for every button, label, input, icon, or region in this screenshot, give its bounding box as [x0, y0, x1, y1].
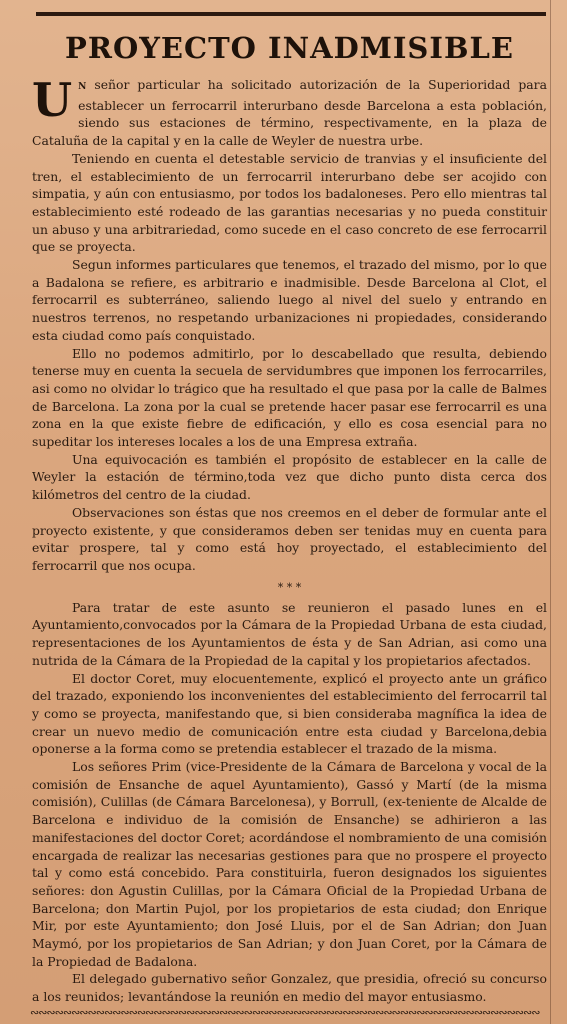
- section-asterism: * * *: [277, 580, 302, 594]
- article-headline: PROYECTO INADMISIBLE: [65, 31, 514, 65]
- drop-cap: U: [32, 73, 73, 127]
- paragraph: Segun informes particulares que tenemos, el trazado del mismo, por lo que a Badalona se refiere, es arbitrario e inadmisible. Desde Barcelona al Clot, el ferrocarril es subterráneo, saliendo luego al nivel del suelo y entrando en nuestros terrenos, no respetando urbanizaciones ni propiedades, considerando esta ciudad como país conquistado.: [32, 257, 547, 343]
- paragraph: El delegado gubernativo señor Gonzalez, que presidia, ofreció su concurso a los reunidos; levantándose la reunión en medio del mayor entusiasmo.: [32, 971, 547, 1005]
- adjacent-column-fragment: [553, 0, 567, 1024]
- article-body: [32, 73, 547, 1006]
- bottom-ornament-rule: ∾∾∾∾∾∾∾∾∾∾∾∾∾∾∾∾∾∾∾∾∾∾∾∾∾∾∾∾∾∾∾∾∾∾∾∾∾∾∾∾∾∾∾∾∾∾∾∾∾∾∾∾∾∾∾∾∾∾∾∾∾∾: [30, 1006, 540, 1019]
- paragraph: Los señores Prim (vice-Presidente de la Cámara de Barcelona y vocal de la comisión de Ensanche de aquel Ayuntamiento), Gassó y Martí (de la misma comisión), Culillas (de Cámara Barcelonesa), y Borrull, (ex-teniente de Alcalde de Barcelona e individuo de la comisión de Ensanche) se adhirieron a las manifestaciones del doctor Coret; acordándose el nombramiento de una comisión encargada de realizar las necesarias gestiones para que no prospere el proyecto tal y como está concebido. Para constituirla, fueron designados los siguientes señores: don Agustin Culillas, por la Cámara Oficial de la Propiedad Urbana de Barcelona; don Martin Pujol, por los propietarios de esta ciudad; don Enrique Mir, por este Ayuntamiento; don José Lluis, por el de San Adrian; don Juan Maymó, por los propietarios de San Adrian; y don Juan Coret, por la Cámara de la Propiedad de Badalona.: [32, 759, 547, 969]
- paragraph: Teniendo en cuenta el detestable servicio de tranvias y el insuficiente del tren, el establecimiento de un ferrocarril interurbano debe ser acojido con simpatia, y aún con entusiasmo, por todos los badaloneses. Pero ello mientras tal establecimiento esté rodeado de las garantias necesarias y no pueda constituir un abuso y una arbitrariedad, como sucede en el caso concreto de ese ferrocarril que se proyecta.: [32, 150, 547, 255]
- paragraph: Para tratar de este asunto se reunieron el pasado lunes en el Ayuntamiento,convocados por la Cámara de la Propiedad Urbana de esta ciudad, representaciones de los Ayuntamientos de ésta y de San Adrian, asi como una nutrida de la Cámara de la Propiedad de la capital y los propietarios afectados.: [32, 599, 547, 668]
- article: [32, 26, 547, 1006]
- lead-smallcaps: N: [78, 82, 87, 92]
- top-rule: [36, 12, 546, 16]
- paragraph: Una equivocación es también el propósito de establecer en la calle de Weyler la estación de término,toda vez que dicho punto dista cerca dos kilómetros del centro de la ciudad.: [32, 451, 547, 503]
- paragraph: Ello no podemos admitirlo, por lo descabellado que resulta, debiendo tenerse muy en cuenta la secuela de servidumbres que imponen los ferrocarriles, asi como no olvidar lo trágico que ha resultado el que pasa por la calle de Balmes de Barcelona. La zona por la cual se pretende hacer pasar ese ferrocarril es una zona en la que existe fiebre de edificación, y ello es cosa esencial para no supeditar los intereses locales a los de una Empresa extraña.: [32, 345, 547, 450]
- paragraph: U N señor particular ha solicitado autorización de la Superioridad para establecer un ferrocarril interurbano desde Barcelona a esta población, siendo sus estaciones de término, respectivamente, en la plaza de Cataluña de la capital y en la calle de Weyler de nuestra urbe.: [32, 73, 547, 149]
- paragraph: El doctor Coret, muy elocuentemente, explicó el proyecto ante un gráfico del trazado, exponiendo los inconvenientes del establecimiento del ferrocarril tal y como se proyecta, manifestando que, si bien consideraba magnífica la idea de crear un nuevo medio de comunicación entre esta ciudad y Barcelona,debia oponerse a la forma como se pretendia establecer el trazado de la misma.: [32, 670, 547, 757]
- paragraph: Observaciones son éstas que nos creemos en el deber de formular ante el proyecto existente, y que consideramos deben ser tenidas muy en cuenta para evitar prospere, tal y como está hoy proyectado, el establecimiento del ferrocarril que nos ocupa.: [32, 504, 547, 573]
- column-divider: [550, 0, 551, 1024]
